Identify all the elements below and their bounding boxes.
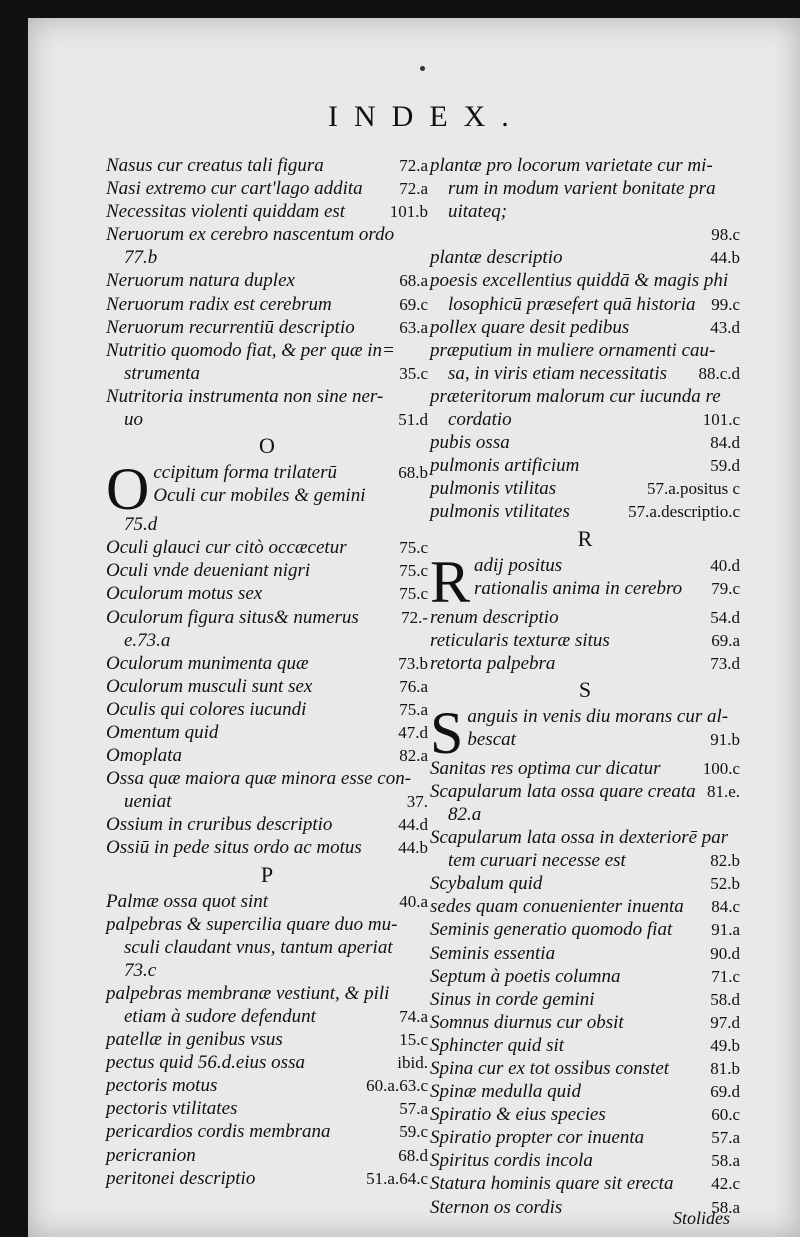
entry-reference: 72.a [399, 156, 428, 175]
entry-reference: 88.c.d [698, 363, 740, 383]
entry-term: Septum à poetis columna [430, 965, 621, 987]
index-entry [430, 629, 740, 652]
entry-term: strumenta [124, 362, 200, 384]
index-entry [430, 269, 740, 292]
entry-term: bescat [467, 728, 516, 750]
entry-reference: 60.c [711, 1105, 740, 1125]
entry-term: 77.b [124, 247, 158, 269]
index-entry [430, 918, 740, 941]
entry-reference: 54.d [710, 607, 740, 627]
entry-term: peritonei descriptio [106, 1167, 256, 1189]
entry-term: Ossa quæ maiora quæ minora esse con- [106, 768, 412, 790]
entry-term: præputium in muliere ornamenti cau- [430, 339, 716, 361]
index-entry [467, 705, 740, 728]
entry-term: poesis excellentius quiddā & magis phi [430, 270, 729, 292]
entry-term: Nutritio quomodo fiat, & per quæ in= [106, 339, 395, 361]
index-entry [430, 154, 740, 177]
entry-term: Neruorum radix est cerebrum [106, 293, 332, 315]
entry-reference: 60.a.63.c [366, 1076, 428, 1096]
entry-term: Sinus in corde gemini [430, 988, 595, 1010]
entry-reference: 63.a [399, 317, 428, 337]
entry-term: Sternon os cordis [430, 1196, 563, 1218]
index-entry [106, 1097, 428, 1120]
entry-term: Oculi glauci cur citò occæcetur [106, 537, 347, 559]
index-entry [106, 959, 428, 982]
entry-reference: 73.d [710, 653, 740, 673]
index-entry [106, 385, 428, 408]
entry-term: Omentum quid [106, 721, 219, 743]
entry-reference: 35.c [399, 363, 428, 383]
entry-term: pericardios cordis membrana [106, 1121, 331, 1143]
entry-term: patellæ in genibus vsus [106, 1029, 283, 1051]
entry-reference: 57.a [399, 1099, 428, 1119]
entry-reference: 81.b [710, 1059, 740, 1078]
index-entry [430, 362, 740, 385]
index-entry [106, 744, 428, 767]
index-entry [106, 154, 428, 177]
index-entry [106, 223, 428, 246]
entry-reference: 40.a [399, 891, 428, 911]
entry-term: præteritorum malorum cur iucunda re [430, 385, 721, 407]
entry-reference: 71.c [711, 966, 740, 986]
entry-reference: 101.b [389, 202, 428, 222]
entries-n [106, 154, 428, 431]
entry-reference: 74.a [399, 1007, 428, 1026]
entry-reference: 68.d [398, 1145, 428, 1165]
index-entry [153, 484, 428, 507]
entry-term: Sanitas res optima cur dicatur [430, 757, 661, 779]
entry-term: Nasus cur creatus tali figura [106, 155, 324, 176]
entry-reference: 69.d [710, 1082, 740, 1102]
index-entry [106, 362, 428, 385]
index-entry [106, 1120, 428, 1143]
entry-reference: 99.c [711, 294, 740, 314]
entry-term: Ossium in cruribus descriptio [106, 814, 333, 836]
entry-term: pericranion [106, 1144, 196, 1166]
entry-reference: 72.- [401, 607, 428, 627]
entry-term: Necessitas violenti quiddam est [106, 201, 346, 223]
entry-term: etiam à sudore defendunt [124, 1006, 316, 1027]
index-entry [430, 872, 740, 895]
index-entry [430, 200, 740, 223]
entry-reference: 68.a [399, 271, 428, 291]
entry-reference: 82.b [710, 851, 740, 871]
entries-s-first [430, 705, 740, 751]
entry-term: losophicū præsefert quā historia [448, 293, 696, 315]
entry-reference: 79.c [711, 578, 740, 598]
book-page [28, 18, 800, 1237]
entry-term: pulmonis vtilitas [430, 478, 557, 500]
index-entry [430, 652, 740, 675]
entry-reference: 84.c [711, 897, 740, 917]
entry-reference: ibid. [397, 1053, 428, 1073]
index-entry [106, 982, 428, 1005]
entry-reference: 51.a.64.c [366, 1168, 428, 1188]
index-entry [430, 500, 740, 523]
entry-term: Nutritoria instrumenta non sine ner- [106, 385, 384, 407]
entry-term: Oculi cur mobiles & gemini [153, 485, 366, 507]
entry-term: e.73.a [124, 629, 171, 651]
entry-reference: 68.b [398, 463, 428, 483]
entry-term: Spina cur ex tot ossibus constet [430, 1058, 670, 1079]
index-entry [106, 767, 428, 790]
index-entry [106, 1005, 428, 1028]
entry-reference: 44.d [398, 815, 428, 835]
index-entry [430, 942, 740, 965]
index-entry [106, 606, 428, 629]
entry-term: cordatio [448, 409, 512, 431]
entry-reference: 57.a [711, 1128, 740, 1148]
index-entry [106, 582, 428, 605]
entry-reference: 58.a [711, 1197, 740, 1217]
entry-reference: 57.a.positus c [646, 479, 740, 499]
entry-term: pectoris vtilitates [106, 1098, 238, 1120]
index-entry [430, 177, 740, 200]
index-entry [430, 1011, 740, 1034]
index-entry [430, 1149, 740, 1172]
index-entry [430, 965, 740, 988]
entry-term: palpebras membranæ vestiunt, & pili [106, 982, 390, 1004]
left-column [106, 154, 428, 1190]
index-entry [430, 385, 740, 408]
entry-reference: 58.a [711, 1151, 740, 1171]
entry-term: anguis in venis diu morans cur al- [467, 705, 729, 727]
entry-term: Statura hominis quare sit erecta [430, 1173, 674, 1195]
index-entry [430, 780, 740, 803]
index-entry [106, 652, 428, 675]
index-entry [430, 454, 740, 477]
entry-term: Spiratio & eius species [430, 1104, 606, 1126]
index-entry [474, 554, 740, 577]
entry-term: rum in modum varient bonitate pra [448, 178, 716, 200]
index-entry [106, 698, 428, 721]
entry-term: sedes quam conuenienter inuenta [430, 896, 684, 918]
entry-term: uitateq; [448, 201, 508, 223]
index-entry [106, 246, 428, 269]
page-title: INDEX. [328, 100, 525, 133]
index-entry [106, 936, 428, 959]
entry-term: Spiritus cordis incola [430, 1150, 593, 1172]
index-entry [430, 803, 740, 826]
index-entry [430, 988, 740, 1011]
entry-reference: 44.b [398, 838, 428, 858]
entry-reference: 76.a [399, 676, 428, 696]
drop-cap-r: R [430, 548, 471, 615]
entry-term: ccipitum forma trilaterū [153, 462, 337, 484]
entries-r-first [430, 554, 740, 600]
section-heading-s: S [578, 676, 592, 702]
index-entry [430, 1126, 740, 1149]
entry-reference: 43.d [710, 317, 740, 337]
entry-term: pulmonis artificium [430, 455, 580, 477]
index-entry [106, 675, 428, 698]
entry-reference: 90.d [710, 943, 740, 963]
index-entry [106, 177, 428, 200]
entry-reference: 57.a.descriptio.c [628, 502, 740, 522]
entry-term: Scybalum quid [430, 873, 543, 895]
entry-reference: 72.a [399, 179, 428, 199]
entry-term: Scapularum lata ossa in dexteriorē par [430, 827, 729, 849]
entries-r [430, 606, 740, 675]
entry-term: Scapularum lata ossa quare creata [430, 780, 696, 802]
entry-reference: 47.d [398, 722, 428, 742]
entry-term: Ossiū in pede situs ordo ac motus [106, 837, 362, 859]
entry-reference: 40.d [710, 555, 740, 575]
index-entry [430, 849, 740, 872]
index-entry [106, 1051, 428, 1074]
index-entry [430, 431, 740, 454]
entry-term: Nasi extremo cur cart'lago addita [106, 178, 363, 200]
index-entry [430, 339, 740, 362]
entry-term: uo [124, 409, 143, 431]
entry-reference: 51.d [398, 410, 428, 430]
entry-term: renum descriptio [430, 606, 559, 628]
index-entry [106, 339, 428, 362]
entry-term: pulmonis vtilitates [430, 501, 570, 523]
index-entry [430, 1103, 740, 1126]
index-entry [106, 559, 428, 582]
index-entry [430, 1172, 740, 1195]
entry-term: tem curuari necesse est [448, 850, 626, 872]
index-entry [430, 757, 740, 780]
entry-reference: 82.a [399, 746, 428, 766]
index-entry [430, 1080, 740, 1103]
index-entry [430, 223, 740, 246]
entry-reference: 84.d [710, 433, 740, 453]
entry-term: pubis ossa [430, 432, 510, 454]
index-entry [106, 513, 428, 536]
entry-reference: 75.c [399, 561, 428, 581]
index-entry [430, 316, 740, 339]
entry-term: Oculis qui colores iucundi [106, 698, 307, 720]
right-column [430, 154, 740, 1219]
entry-reference: 44.b [710, 248, 740, 268]
index-entry [430, 606, 740, 629]
r-block [430, 548, 740, 615]
index-entry [106, 200, 428, 223]
entry-term: plantæ pro locorum varietate cur mi- [430, 155, 713, 176]
entries-p [106, 890, 428, 1190]
drop-cap-o: O [106, 456, 150, 523]
index-entry [106, 1144, 428, 1167]
entry-term: palpebras & supercilia quare duo mu- [106, 913, 398, 935]
index-entry [106, 913, 428, 936]
catchword: Stolides [673, 1208, 730, 1228]
entry-term: sa, in viris etiam necessitatis [448, 362, 668, 384]
ink-dot [420, 66, 425, 71]
entry-reference: 101.c [702, 410, 740, 430]
entries-o [106, 513, 428, 859]
entry-term: Neruorum ex cerebro nascentum ordo [106, 224, 395, 246]
entry-term: ueniat [124, 791, 172, 813]
entry-reference: 15.c [399, 1030, 428, 1050]
entry-term: retorta palpebra [430, 652, 556, 674]
index-entry [106, 1167, 428, 1190]
entry-reference: 91.b [710, 729, 740, 749]
index-entry [106, 1028, 428, 1051]
entry-reference: 42.c [711, 1174, 740, 1194]
index-entry [106, 269, 428, 292]
index-entry [106, 890, 428, 913]
index-entry [430, 1034, 740, 1057]
entry-term: Spiratio propter cor inuenta [430, 1127, 645, 1149]
entry-term: Somnus diurnus cur obsit [430, 1011, 624, 1033]
entry-reference: 59.c [399, 1122, 428, 1142]
index-entry [474, 577, 740, 600]
entry-term: Oculorum motus sex [106, 583, 263, 605]
entry-reference: 75.c [399, 538, 428, 558]
entry-reference: 49.b [710, 1035, 740, 1055]
entry-term: Oculorum musculi sunt sex [106, 675, 313, 697]
entry-term: Oculorum figura situs& numerus [106, 606, 359, 628]
entry-reference: 73.b [398, 653, 428, 673]
entry-term: reticularis texturæ situs [430, 629, 610, 651]
index-entry [430, 408, 740, 431]
entry-reference: 69.a [711, 630, 740, 650]
index-entry [430, 1057, 740, 1080]
entry-term: Seminis essentia [430, 942, 556, 964]
entry-term: 82.a [448, 803, 482, 825]
index-entry [430, 293, 740, 316]
index-entry [106, 293, 428, 316]
section-heading-o: O [259, 433, 275, 459]
index-entry [106, 813, 428, 836]
entry-reference: 100.c [702, 758, 740, 778]
entry-term: Oculi vnde deueniant nigri [106, 560, 311, 582]
index-entry [430, 826, 740, 849]
index-entry [106, 408, 428, 431]
entry-reference: 98.c [711, 225, 740, 245]
entry-reference: 81.e. [706, 781, 740, 801]
entry-term: 73.c [124, 959, 157, 981]
index-entry [430, 895, 740, 918]
index-entry [430, 246, 740, 269]
entry-reference: 59.d [710, 456, 740, 476]
index-entry [106, 1074, 428, 1097]
index-entry [106, 629, 428, 652]
entry-term: Neruorum recurrentiū descriptio [106, 316, 355, 338]
section-heading-r: R [577, 525, 593, 551]
index-entry [106, 316, 428, 339]
entry-term: adij positus [474, 554, 563, 576]
s-block [430, 699, 740, 766]
entries-o-first [106, 461, 428, 507]
entry-term: Sphincter quid sit [430, 1034, 565, 1056]
entries-s [430, 757, 740, 1219]
index-entry [106, 790, 428, 813]
entry-term: pectus quid 56.d.eius ossa [106, 1052, 305, 1074]
entry-term: sculi claudant vnus, tantum aperiat [124, 936, 393, 958]
index-entry [106, 536, 428, 559]
entry-reference: 58.d [710, 989, 740, 1009]
entry-term: pollex quare desit pedibus [430, 316, 630, 338]
index-entry [430, 477, 740, 500]
o-block [106, 456, 428, 523]
entry-term: rationalis anima in cerebro [474, 577, 683, 599]
entry-reference: 75.a [399, 699, 428, 719]
entries-p-cont [430, 154, 740, 524]
entry-term: Seminis generatio quomodo fiat [430, 919, 673, 941]
entry-term: Oculorum munimenta quæ [106, 652, 309, 674]
index-entry [467, 728, 740, 751]
entry-term: Palmæ ossa quot sint [106, 890, 269, 912]
entry-term: Spinæ medulla quid [430, 1081, 581, 1103]
index-entry [153, 461, 428, 484]
entry-term: plantæ descriptio [430, 247, 563, 269]
entry-reference: 97.d [710, 1012, 740, 1032]
entry-reference: 37. [406, 792, 428, 812]
entry-reference: 52.b [710, 874, 740, 894]
entry-reference: 75.c [399, 584, 428, 604]
drop-cap-s: S [430, 699, 464, 766]
entry-reference: 69.c [399, 294, 428, 314]
entry-term: Omoplata [106, 745, 182, 767]
index-entry [106, 836, 428, 859]
entry-term: Neruorum natura duplex [106, 270, 295, 292]
index-entry [106, 721, 428, 744]
entry-term: pectoris motus [106, 1075, 218, 1097]
section-heading-p: P [260, 861, 274, 887]
entry-reference: 91.a [711, 920, 740, 940]
entry-term: 75.d [124, 514, 158, 536]
